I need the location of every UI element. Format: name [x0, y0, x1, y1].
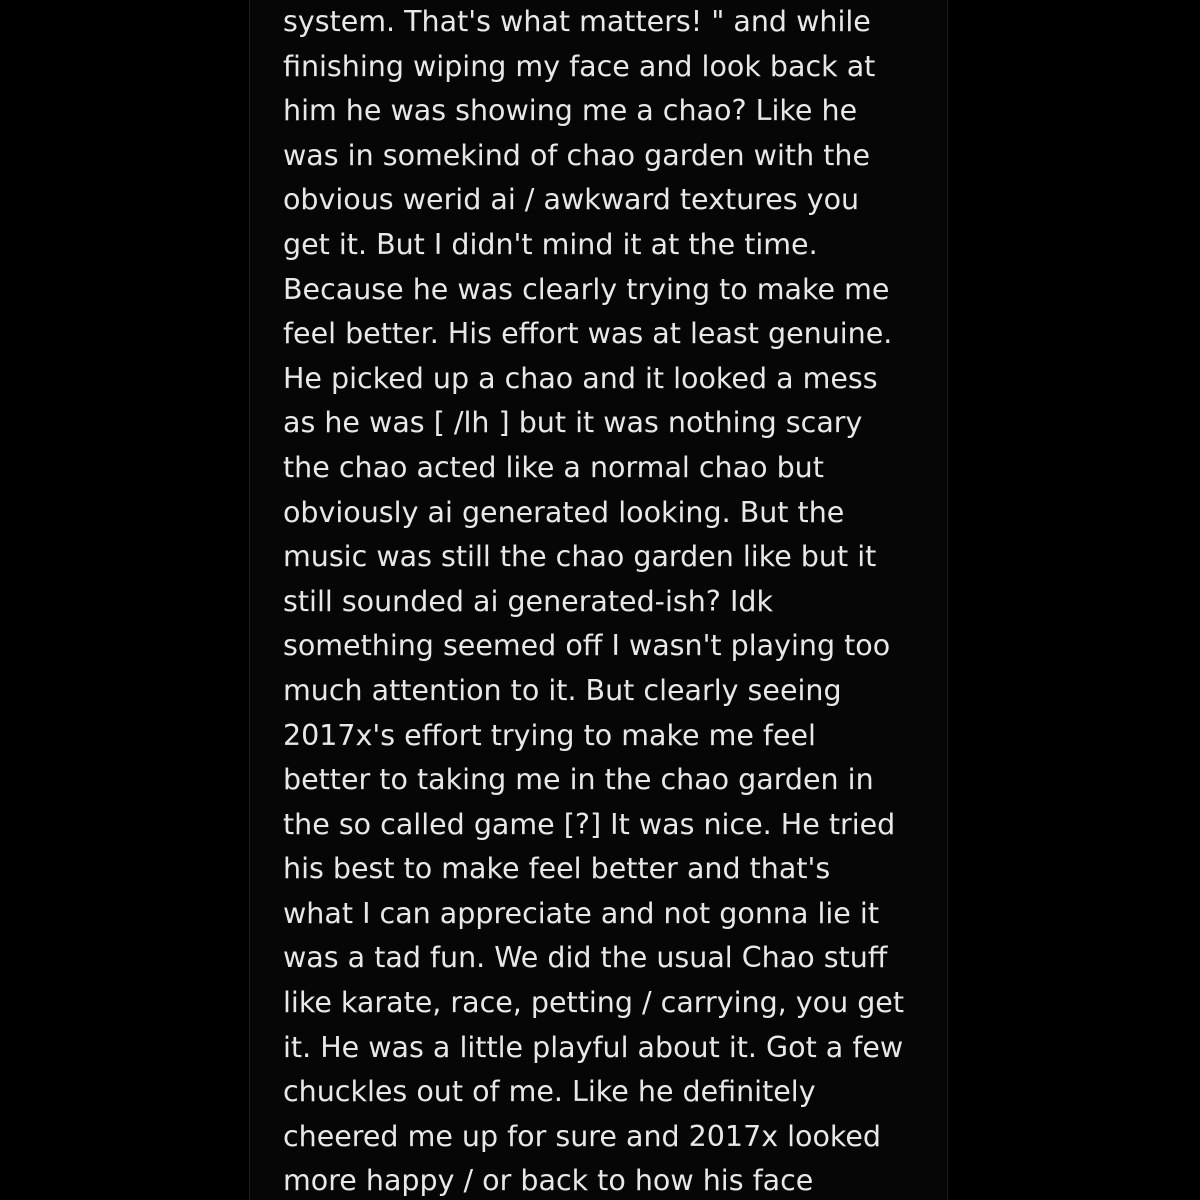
note-line: cheered me up for sure and 2017x looked [283, 1119, 882, 1153]
note-line: like karate, race, petting / carrying, you get [283, 986, 905, 1020]
note-line: the chao acted like a normal chao but [283, 450, 824, 484]
note-line: chuckles out of me. Like he definitely [283, 1075, 816, 1109]
note-line: the so called game [?] It was nice. He tried [283, 807, 896, 841]
note-line: was a tad fun. We did the usual Chao stuff [283, 941, 888, 975]
note-line: He picked up a chao and it looked a mess [283, 361, 878, 395]
note-line: it. He was a little playful about it. Got a few [283, 1030, 904, 1064]
note-panel[interactable] [249, 0, 948, 1200]
note-line: better to taking me in the chao garden in [283, 763, 874, 797]
note-line: as he was [ /lh ] but it was nothing scary [283, 406, 863, 440]
note-line: 2017x's effort trying to make me feel [283, 718, 816, 752]
note-line: him he was showing me a chao? Like he [283, 94, 858, 128]
note-line: feel better. His effort was at least genuine. [283, 317, 893, 351]
note-line: obvious werid ai / awkward textures you [283, 183, 860, 217]
note-line: Because he was clearly trying to make me [283, 272, 890, 306]
note-line: still sounded ai generated-ish? Idk [283, 584, 773, 618]
note-line: more happy / or back to how his face [283, 1164, 814, 1198]
note-line: finishing wiping my face and look back at [283, 49, 876, 83]
note-line: was in somekind of chao garden with the [283, 138, 870, 172]
note-line: system. That's what matters! " and while [283, 5, 871, 38]
note-line: much attention to it. But clearly seeing [283, 673, 842, 707]
note-line: something seemed off I wasn't playing too [283, 629, 891, 663]
note-text-body [283, 0, 923, 1200]
note-line: obviously ai generated looking. But the [283, 495, 845, 529]
note-line: get it. But I didn't mind it at the time. [283, 227, 818, 261]
note-line: music was still the chao garden like but it [283, 540, 877, 574]
note-line: his best to make feel better and that's [283, 852, 831, 886]
note-line: what I can appreciate and not gonna lie it [283, 896, 879, 930]
